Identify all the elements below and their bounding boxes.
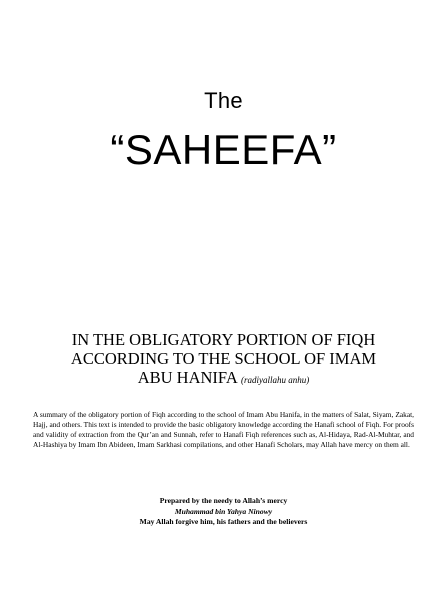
book-title: “SAHEEFA”: [110, 126, 337, 173]
subtitle-line-3-text: ABU HANIFA: [137, 368, 237, 387]
subtitle-block: [0, 330, 447, 390]
title-prefix: The: [204, 88, 243, 113]
author-name: Muhammad bin Yahya Ninowy: [174, 506, 273, 516]
subtitle-line-1: IN THE OBLIGATORY PORTION OF FIQH: [71, 330, 376, 349]
honorific: (radiyallahu anhu): [241, 375, 310, 385]
subtitle-line-3: [0, 368, 447, 390]
summary-paragraph: A summary of the obligatory portion of Fiqh according to the school of Imam Abu Hanifa, in the matters of Salat, Siyam, Zakat, Hajj, and others. This text is intended to provide the basic obligatory knowledge according the Hanafi school of Fiqh. For proofs and validity of extraction from the Qur’an and Sunnah, refer to Hanafi Fiqh references such as, Al-Hidaya, Rad-Al-Muhtar, and Al-Hashiya by Imam Ibn Abideen, Imam Sarkhasi compilations, and other Hanafi Scholars, may Allah have mercy on them all.: [33, 410, 414, 449]
prepared-by: Prepared by the needy to Allah’s mercy: [159, 496, 288, 505]
subtitle-line-2: ACCORDING TO THE SCHOOL OF IMAM: [70, 349, 377, 368]
dua-line: May Allah forgive him, his fathers and the believers: [139, 517, 308, 526]
credits-block: [0, 496, 447, 528]
